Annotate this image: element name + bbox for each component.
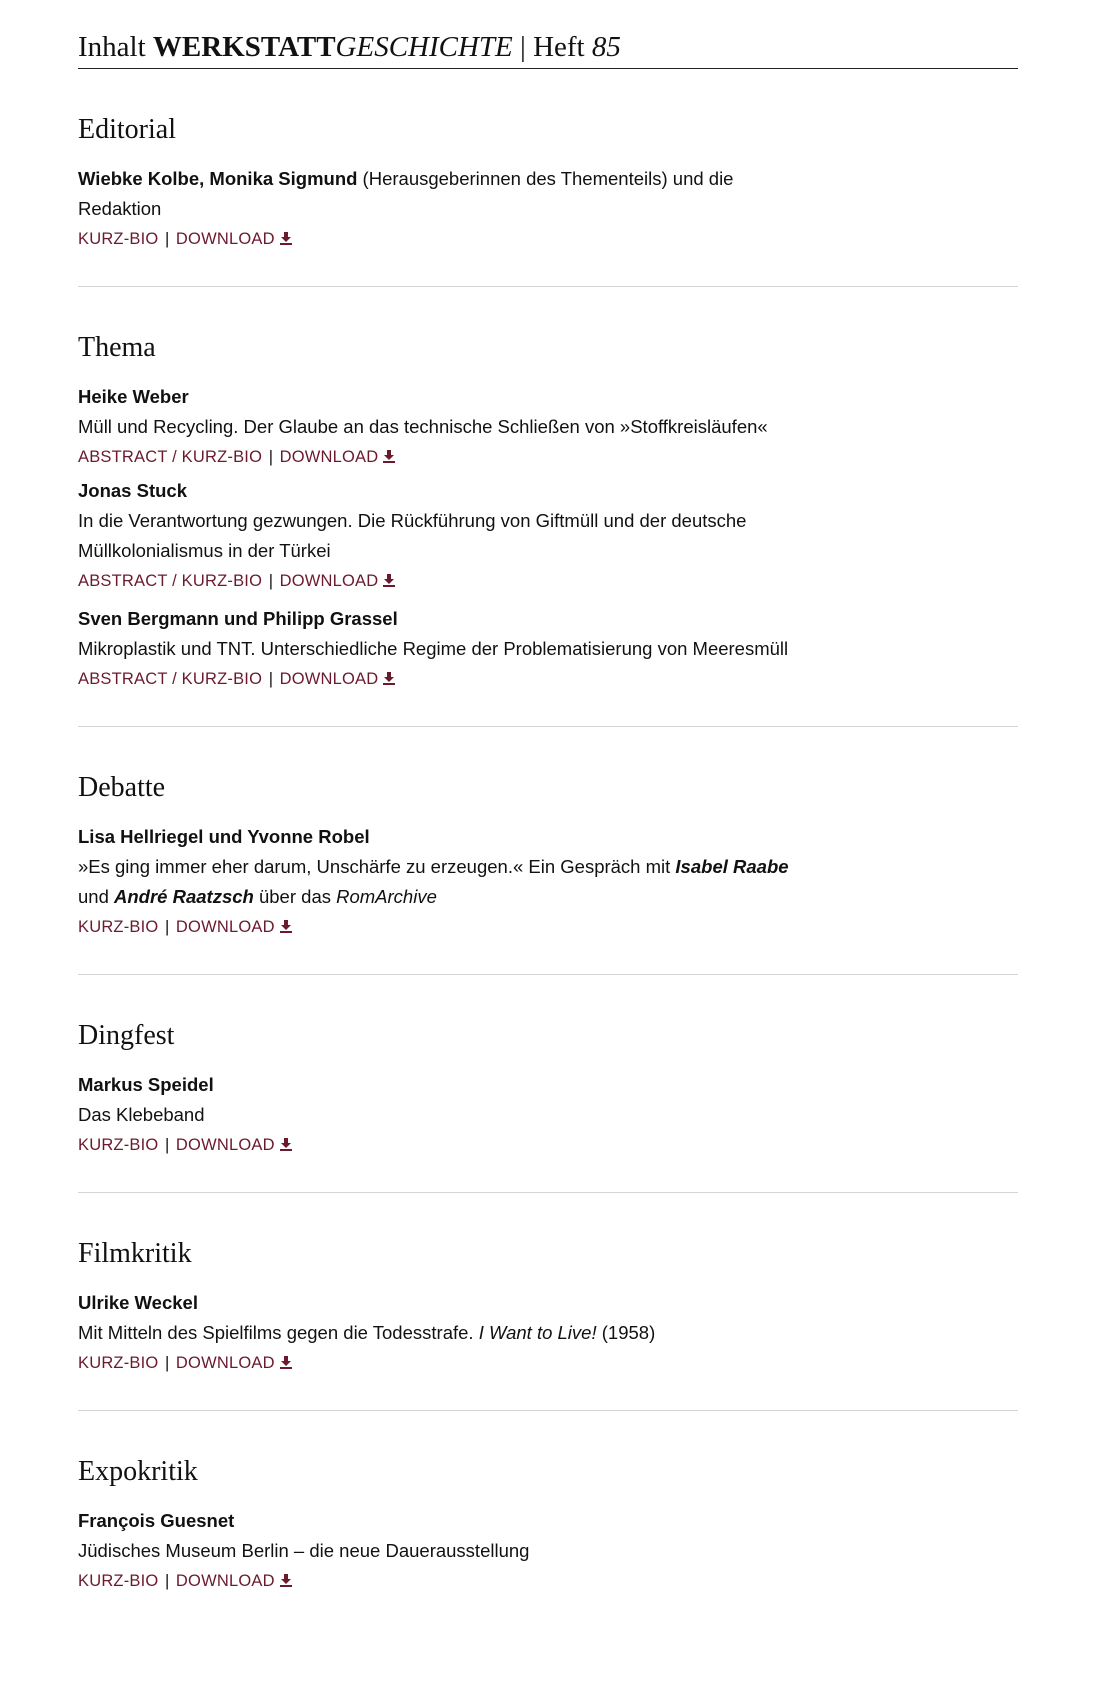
entry-title-part: und: [78, 886, 115, 907]
download-label: DOWNLOAD: [175, 1136, 275, 1154]
kurz-bio-link[interactable]: KURZ-BIO: [78, 1354, 159, 1372]
download-link[interactable]: [176, 1354, 293, 1372]
download-link[interactable]: [176, 230, 293, 248]
entry-author: Markus Speidel: [78, 1074, 214, 1095]
section-title: Editorial: [78, 114, 176, 145]
abstract-kurz-bio-link[interactable]: ABSTRACT / KURZ-BIO: [78, 572, 263, 590]
download-icon: [279, 919, 293, 933]
download-icon: [279, 231, 293, 245]
list-item: [78, 164, 798, 254]
entry-title-part: »Es ging immer eher darum, Unschärfe zu erzeugen.« Ein Gespräch mit: [78, 856, 676, 877]
download-label: DOWNLOAD: [279, 670, 379, 688]
entry-links: [78, 442, 798, 472]
work-title: RomArchive: [336, 886, 437, 907]
entry-author: Ulrike Weckel: [78, 1292, 198, 1313]
download-label: DOWNLOAD: [175, 1572, 275, 1590]
entry-author-line: [78, 164, 798, 224]
brand-name-italic: GESCHICHTE: [335, 31, 513, 63]
issue-separator: | Heft: [512, 31, 592, 63]
section-dingfest: [78, 1020, 1018, 1160]
entry-title: In die Verantwortung gezwungen. Die Rückführung von Giftmüll und der deutsche Müllkolonialismus in der Türkei: [78, 510, 747, 561]
link-separator: |: [268, 448, 273, 466]
section-title: Filmkritik: [78, 1238, 192, 1269]
entry-title: [78, 1318, 798, 1348]
kurz-bio-link[interactable]: KURZ-BIO: [78, 1136, 159, 1154]
entry-title: Müll und Recycling. Der Glaube an das technische Schließen von »Stoffkreisläufen«: [78, 416, 768, 437]
list-item: [78, 1506, 798, 1596]
download-label: DOWNLOAD: [175, 230, 275, 248]
download-icon: [279, 1573, 293, 1587]
entry-author: Heike Weber: [78, 386, 189, 407]
list-item: [78, 476, 798, 596]
entry-links: [78, 566, 798, 596]
section-title: Dingfest: [78, 1020, 175, 1051]
section-debatte: [78, 772, 1018, 942]
entry-title-part: (1958): [596, 1322, 656, 1343]
link-separator: |: [165, 1136, 170, 1154]
entry-author: Wiebke Kolbe, Monika Sigmund: [78, 168, 358, 189]
entry-title-part: über das: [253, 886, 337, 907]
entry-author-suffix: (Herausgeberinnen des Thementeils) und die Redaktion: [78, 168, 734, 219]
download-label: DOWNLOAD: [279, 572, 379, 590]
list-item: [78, 1288, 798, 1378]
entry-links: [78, 912, 798, 942]
download-link[interactable]: [280, 670, 397, 688]
entry-links: [78, 224, 798, 254]
section-title: Thema: [78, 332, 156, 363]
download-link[interactable]: [176, 1572, 293, 1590]
film-title: I Want to Live!: [478, 1322, 597, 1343]
table-of-contents: [78, 0, 1018, 1596]
link-separator: |: [165, 1572, 170, 1590]
entry-author: Lisa Hellriegel und Yvonne Robel: [78, 826, 370, 847]
list-item: [78, 382, 798, 472]
kurz-bio-link[interactable]: KURZ-BIO: [78, 230, 159, 248]
list-item: [78, 822, 798, 942]
list-item: [78, 1070, 798, 1160]
entry-author: Sven Bergmann und Philipp Grassel: [78, 608, 398, 629]
entry-title: Das Klebeband: [78, 1104, 205, 1125]
section-divider: [78, 974, 1018, 975]
link-separator: |: [268, 572, 273, 590]
kurz-bio-link[interactable]: KURZ-BIO: [78, 918, 159, 936]
download-label: DOWNLOAD: [175, 918, 275, 936]
abstract-kurz-bio-link[interactable]: ABSTRACT / KURZ-BIO: [78, 448, 263, 466]
download-icon: [382, 573, 396, 587]
download-label: DOWNLOAD: [279, 448, 379, 466]
link-separator: |: [165, 1354, 170, 1372]
entry-title: [78, 852, 798, 912]
interviewee-name: André Raatzsch: [114, 886, 254, 907]
entry-links: [78, 1348, 798, 1378]
title-prefix: Inhalt: [78, 31, 153, 63]
download-link[interactable]: [280, 448, 397, 466]
list-item: [78, 604, 798, 694]
abstract-kurz-bio-link[interactable]: ABSTRACT / KURZ-BIO: [78, 670, 263, 688]
download-link[interactable]: [176, 918, 293, 936]
link-separator: |: [165, 918, 170, 936]
download-link[interactable]: [280, 572, 397, 590]
entry-links: [78, 1566, 798, 1596]
entry-links: [78, 1130, 798, 1160]
interviewee-name: Isabel Raabe: [675, 856, 789, 877]
brand-name-bold: WERKSTATT: [152, 31, 336, 63]
entry-author: Jonas Stuck: [78, 480, 187, 501]
link-separator: |: [165, 230, 170, 248]
entry-title: Jüdisches Museum Berlin – die neue Dauerausstellung: [78, 1540, 530, 1561]
section-title: Expokritik: [78, 1456, 198, 1487]
section-filmkritik: [78, 1238, 1018, 1378]
entry-title-part: Mit Mitteln des Spielfilms gegen die Todesstrafe.: [78, 1322, 479, 1343]
download-icon: [279, 1355, 293, 1369]
section-title: Debatte: [78, 772, 166, 803]
kurz-bio-link[interactable]: KURZ-BIO: [78, 1572, 159, 1590]
entry-author: François Guesnet: [78, 1510, 235, 1531]
section-editorial: [78, 114, 1018, 254]
section-divider: [78, 1410, 1018, 1411]
section-divider: [78, 1192, 1018, 1193]
page-title: [78, 26, 1018, 69]
download-icon: [382, 449, 396, 463]
download-icon: [382, 671, 396, 685]
section-divider: [78, 726, 1018, 727]
entry-links: [78, 664, 798, 694]
download-link[interactable]: [176, 1136, 293, 1154]
section-thema: [78, 332, 1018, 694]
download-icon: [279, 1137, 293, 1151]
section-divider: [78, 286, 1018, 287]
issue-number: 85: [591, 31, 621, 63]
section-expokritik: [78, 1456, 1018, 1596]
link-separator: |: [268, 670, 273, 688]
entry-title: Mikroplastik und TNT. Unterschiedliche Regime der Problematisierung von Meeresmüll: [78, 638, 789, 659]
download-label: DOWNLOAD: [175, 1354, 275, 1372]
